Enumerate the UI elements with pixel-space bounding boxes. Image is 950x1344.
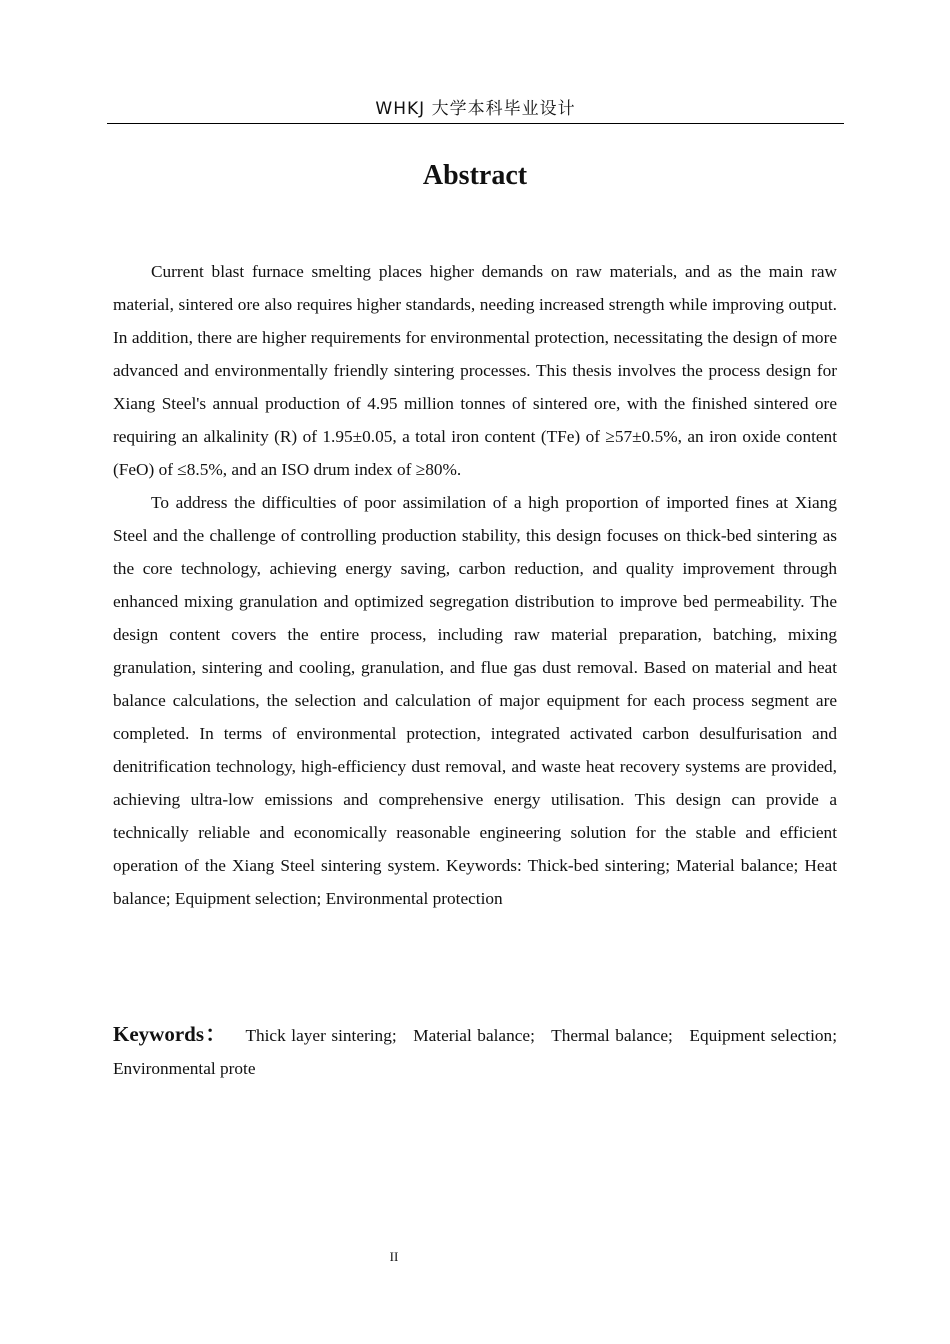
keywords-text: Thick layer sintering; Material balance; Thermal balance; Equipment selection; Environmental prote bbox=[113, 1026, 850, 1078]
abstract-paragraph: To address the difficulties of poor assimilation of a high proportion of imported fines at Xiang Steel and the challenge of controlling production stability, this design focuses on thick-bed sintering as the core technology, achieving energy saving, carbon reduction, and quality improvement through enhanced mixing granulation and optimized segregation distribution to improve bed permeability. The design content covers the entire process, including raw material preparation, batching, mixing granulation, sintering and cooling, granulation, and flue gas dust removal. Based on material and heat balance calculations, the selection and calculation of major equipment for each process segment are completed. In terms of environmental protection, integrated activated carbon desulfurisation and denitrification technology, high-efficiency dust removal, and waste heat recovery systems are provided, achieving ultra-low emissions and comprehensive energy utilisation. This design can provide a technically reliable and economically reasonable engineering solution for the stable and efficient operation of the Xiang Steel sintering system. Keywords: Thick-bed sintering; Material balance; Heat balance; Equipment selection; Environmental protection bbox=[113, 493, 837, 908]
header-divider bbox=[107, 123, 844, 124]
abstract-paragraph: Current blast furnace smelting places higher demands on raw materials, and as the main raw material, sintered ore also requires higher standards, needing increased strength while improving output. In addition, there are higher requirements for environmental protection, necessitating the design of more advanced and environmentally friendly sintering processes. This thesis involves the process design for Xiang Steel's annual production of 4.95 million tonnes of sintered ore, with the finished sintered ore requiring an alkalinity (R) of 1.95±0.05, a total iron content (TFe) of ≥57±0.5%, an iron oxide content (FeO) of ≤8.5%, and an ISO drum index of ≥80%. bbox=[113, 262, 837, 479]
abstract-body bbox=[113, 255, 837, 915]
page-title: Abstract bbox=[422, 160, 528, 191]
keywords-label: Keywords bbox=[113, 1022, 204, 1046]
page-number: II bbox=[389, 1249, 399, 1264]
page-header: WHKJ 大学本科毕业设计 bbox=[375, 99, 576, 119]
keywords-separator: ： bbox=[204, 1022, 228, 1046]
keywords-section bbox=[113, 1018, 850, 1085]
